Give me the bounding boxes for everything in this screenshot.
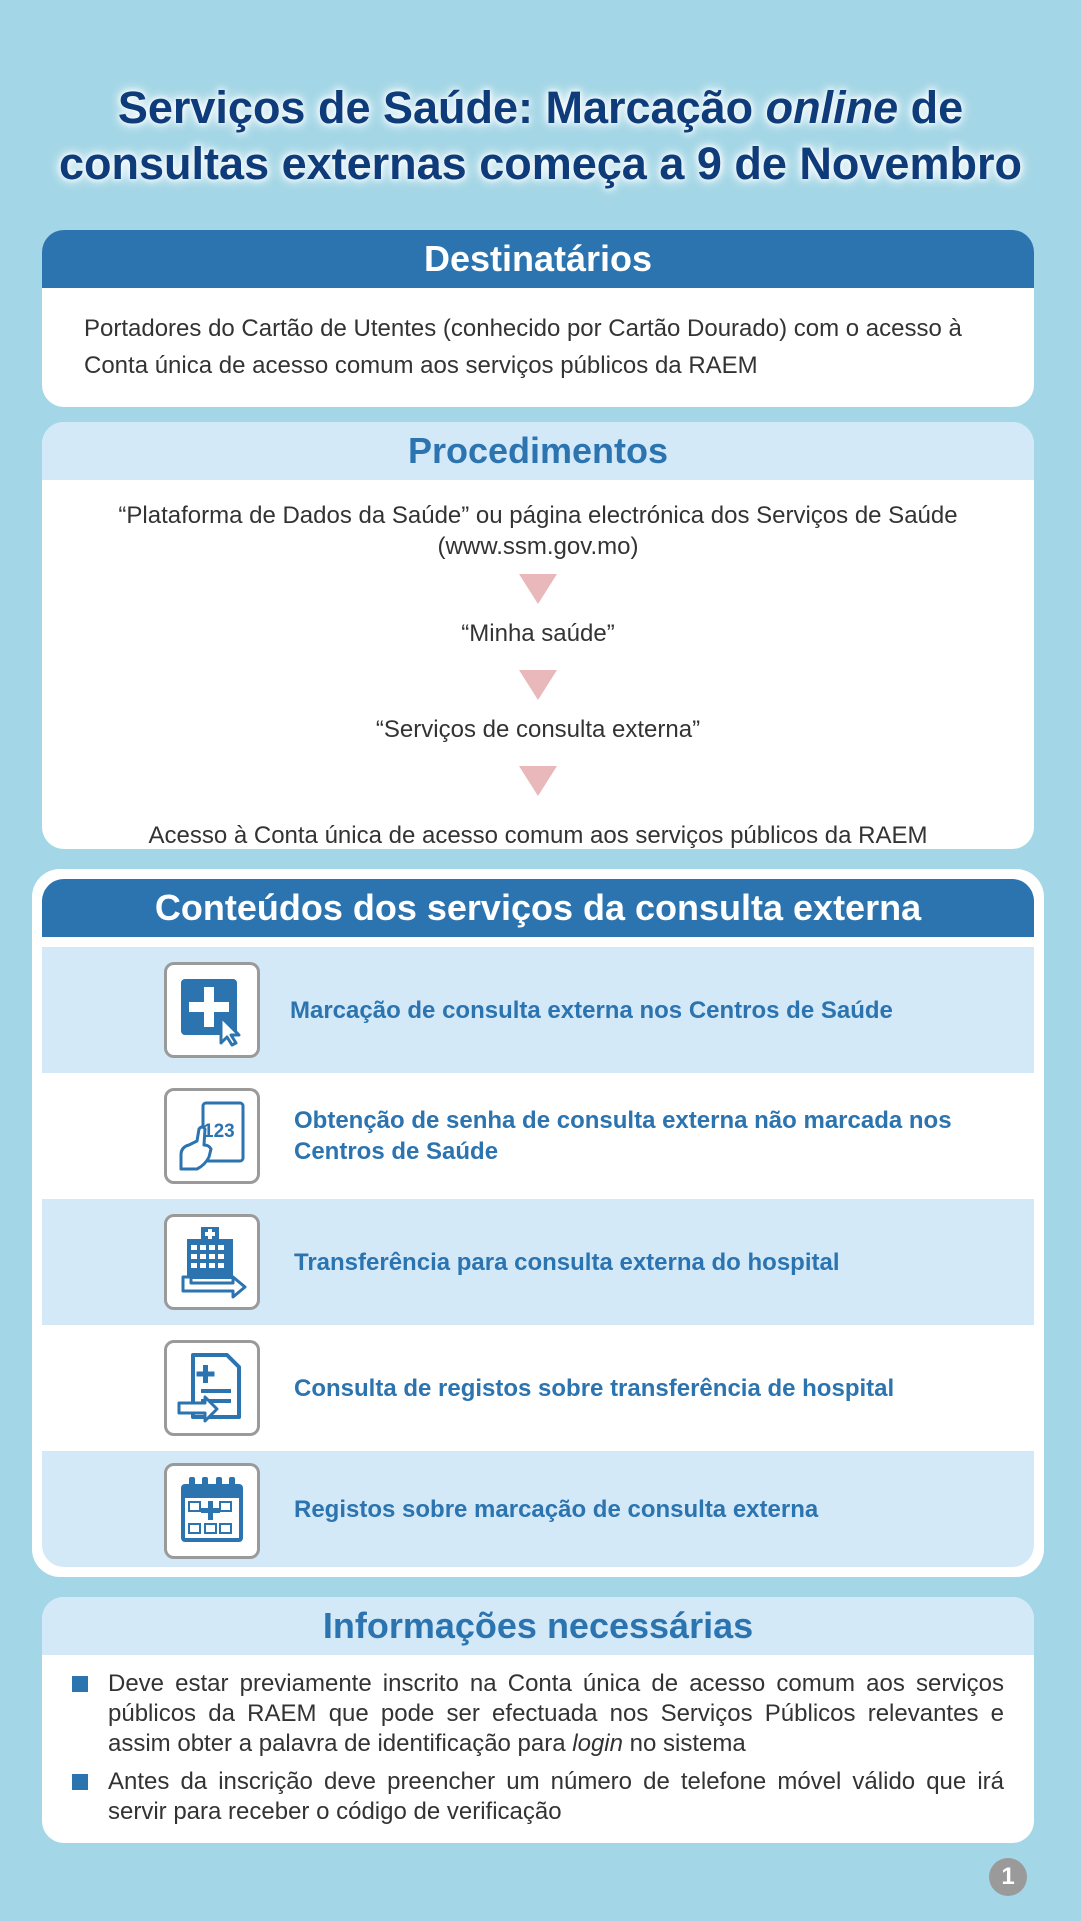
- page-title: [0, 80, 1081, 192]
- service-item-label: Consulta de registos sobre transferência de hospital: [294, 1375, 895, 1402]
- medical-cross-cursor-icon: [164, 962, 260, 1058]
- step-arrow-icon: [519, 574, 557, 604]
- info-bullet-1-text: Deve estar previamente inscrito na Conta única de acesso comum aos serviços públicos da RAEM que pode ser efectuada nos Serviços Públicos relevantes e assim obter a palavra de identificação para: [108, 1670, 1004, 1757]
- info-bullet-2-text: Antes da inscrição deve preencher um número de telefone móvel válido que irá servir para receber o código de verificação: [108, 1768, 1004, 1825]
- service-item: [42, 947, 1034, 1073]
- conteudos-heading: Conteúdos dos serviços da consulta externa: [42, 879, 1034, 937]
- service-item-label: Marcação de consulta externa nos Centros de Saúde: [290, 997, 893, 1024]
- bullet-square-icon: [72, 1676, 88, 1692]
- informacoes-card: [42, 1597, 1034, 1843]
- conteudos-card: [42, 879, 1034, 1567]
- step-arrow-icon: [519, 766, 557, 796]
- procedure-step-3: “Serviços de consulta externa”: [375, 716, 701, 743]
- title-line2: consultas externas começa a 9 de Novembro: [59, 138, 1022, 189]
- document-transfer-icon: [164, 1340, 260, 1436]
- bullet-square-icon: [72, 1774, 88, 1790]
- title-line1-pre: Serviços de Saúde: Marcação: [117, 82, 766, 133]
- title-line1-post: de: [898, 82, 964, 133]
- service-item-label: Registos sobre marcação de consulta externa: [294, 1496, 819, 1523]
- calendar-cross-icon: [164, 1463, 260, 1559]
- info-bullet: [72, 1669, 1004, 1759]
- service-item: [42, 1451, 1034, 1567]
- service-item: [42, 1073, 1034, 1199]
- procedure-step-1: “Plataforma de Dados da Saúde” ou página electrónica dos Serviços de Saúde (www.ssm.gov.mo): [118, 502, 958, 560]
- ticket-number: 123: [203, 1121, 235, 1142]
- destinatarios-card: [42, 230, 1034, 407]
- step-arrow-icon: [519, 670, 557, 700]
- title-line1-emphasis: online: [765, 82, 899, 133]
- destinatarios-heading: Destinatários: [42, 230, 1034, 288]
- procedimentos-heading: Procedimentos: [42, 422, 1034, 480]
- procedure-step-4: Acesso à Conta única de acesso comum aos serviços públicos da RAEM: [148, 822, 928, 849]
- ticket-hand-icon: [164, 1088, 260, 1184]
- service-item-label: Obtenção de senha de consulta externa não marcada nos Centros de Saúde: [294, 1107, 952, 1165]
- procedimentos-card: [42, 422, 1034, 849]
- procedure-step-2: “Minha saúde”: [461, 620, 615, 647]
- hospital-transfer-icon: [164, 1214, 260, 1310]
- informacoes-heading: Informações necessárias: [42, 1597, 1034, 1655]
- service-item: [42, 1325, 1034, 1451]
- info-bullet-1-tail: no sistema: [622, 1730, 746, 1757]
- destinatarios-text: Portadores do Cartão de Utentes (conhecido por Cartão Dourado) com o acesso à Conta única de acesso comum aos serviços públicos da RAEM: [84, 315, 962, 379]
- info-bullet-1-emphasis: login: [572, 1730, 623, 1757]
- info-bullet: [72, 1767, 1004, 1827]
- conteudos-card-frame: [32, 869, 1044, 1577]
- service-item-label: Transferência para consulta externa do hospital: [294, 1249, 840, 1276]
- page-number: 1: [989, 1858, 1027, 1896]
- service-item: [42, 1199, 1034, 1325]
